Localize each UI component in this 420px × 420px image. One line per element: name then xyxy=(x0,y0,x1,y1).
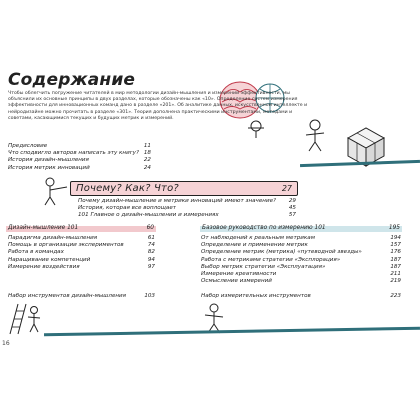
toc-row-page: 61 xyxy=(147,235,155,241)
toc-row-title: Наращивание компетенций xyxy=(8,256,91,263)
toc-row-title: Выбор метрик стратегии «Эксплуатация» xyxy=(201,263,326,270)
why-title: Почему? Как? Что? xyxy=(76,183,179,194)
toc-row-page: 187 xyxy=(390,263,401,270)
toc-row-page: 157 xyxy=(390,242,401,249)
toc-block-design-thinking xyxy=(8,235,155,271)
toc-row-title: Почему дизайн-мышление и метрики инноваций имеют значение? xyxy=(78,198,276,204)
toc-row-title: Работа с метриками стратегии «Эксплорация» xyxy=(201,256,341,263)
toc-row-page: 187 xyxy=(390,256,401,263)
toc-row[interactable] xyxy=(201,264,401,271)
toc-row[interactable] xyxy=(8,150,151,157)
toc-row-title: Помощь в организации экспериментов xyxy=(8,242,124,249)
toc-row-title: Определение и применение метрик xyxy=(201,242,308,249)
toc-section-measurement[interactable] xyxy=(200,223,402,232)
toc-row-title: От наблюдений к реальным метрикам xyxy=(201,235,315,241)
toc-row-title: История метрик инноваций xyxy=(8,164,90,171)
toc-row-page: 45 xyxy=(288,205,296,212)
toc-row-title: Измерение креативности xyxy=(201,271,277,278)
toc-row-page: 18 xyxy=(143,150,151,157)
toc-row-page: 194 xyxy=(390,235,401,241)
toc-row[interactable] xyxy=(78,212,296,219)
toc-row-title: Набор измерительных инструментов xyxy=(201,293,311,299)
toc-row-page: 103 xyxy=(144,293,155,299)
toc-row-page: 219 xyxy=(390,278,401,285)
toc-row-page: 97 xyxy=(147,263,155,270)
toc-row-page: 57 xyxy=(288,212,296,219)
toc-row[interactable] xyxy=(201,271,401,278)
why-page: 27 xyxy=(281,184,292,193)
toc-row-title: Осмысление измерений xyxy=(201,278,272,285)
toc-row[interactable] xyxy=(201,249,401,256)
toc-row-title: Набор инструментов дизайн-мышления xyxy=(8,293,127,299)
toc-row[interactable] xyxy=(78,198,296,205)
toc-row-page: 29 xyxy=(288,198,296,204)
teal-band-bottom xyxy=(44,327,420,337)
section-page: 60 xyxy=(146,225,154,231)
toc-block-intro xyxy=(8,143,151,172)
section-title: Базовое руководство по измерению 101 xyxy=(202,225,326,231)
toc-block-measurement xyxy=(201,235,401,285)
page-title: Содержание xyxy=(8,70,136,90)
toc-row-title: Определение метрик (метрика) «путеводной звезды» xyxy=(201,249,362,256)
toc-row-title: Парадигма дизайн-мышления xyxy=(8,235,98,241)
toc-row-title: Что сподвигло авторов написать эту книгу? xyxy=(8,150,139,157)
pointing-figure-icon xyxy=(40,176,70,206)
toc-row-page: 11 xyxy=(143,143,151,149)
toc-row[interactable] xyxy=(201,278,401,285)
toc-row-title: История, которая все воплощает xyxy=(78,205,177,212)
toc-row[interactable] xyxy=(8,235,155,242)
toc-row[interactable] xyxy=(8,242,155,249)
toc-row-title: Измерение воздействия xyxy=(8,263,80,270)
toc-row[interactable] xyxy=(201,242,401,249)
toc-row-page: 24 xyxy=(143,164,151,171)
page-number: 16 xyxy=(2,340,10,347)
toc-row[interactable] xyxy=(8,249,155,256)
toc-row-page: 223 xyxy=(390,293,401,299)
toc-row[interactable] xyxy=(201,235,401,242)
toc-row-page: 74 xyxy=(147,242,155,249)
toc-row-page: 82 xyxy=(147,249,155,256)
toc-row-page: 211 xyxy=(390,271,401,278)
toc-row-page: 94 xyxy=(147,256,155,263)
ladder-figure-icon xyxy=(4,300,44,336)
toc-block-why xyxy=(78,198,296,220)
toc-row-title: Работа в командах xyxy=(8,249,64,256)
toc-row[interactable] xyxy=(201,293,401,300)
toc-row-title: Предисловие xyxy=(8,143,48,149)
toc-row-title: История дизайн-мышления xyxy=(8,157,89,164)
toc-row[interactable] xyxy=(8,143,151,150)
toc-row[interactable] xyxy=(201,257,401,264)
section-page: 195 xyxy=(388,225,400,231)
toc-section-why[interactable] xyxy=(70,181,298,196)
toc-section-design-thinking[interactable] xyxy=(6,223,156,232)
toc-row[interactable] xyxy=(78,205,296,212)
toc-row-title: 101 Главное о дизайн-мышлении и измерениях xyxy=(78,212,219,219)
toc-row-page: 22 xyxy=(143,157,151,164)
toc-row[interactable] xyxy=(8,264,155,271)
section-title: Дизайн-мышление 101 xyxy=(8,225,79,231)
toc-row[interactable] xyxy=(8,165,151,172)
toc-tool-measurement xyxy=(201,293,401,300)
toc-row[interactable] xyxy=(8,157,151,164)
stick-figure-icon xyxy=(300,118,330,152)
toc-row-page: 176 xyxy=(390,249,401,256)
intro-text: Чтобы облегчить погружение читателей в мир методологии дизайн-мышления и измерений эффективности, мы объяснили их основные принципы в двух разделах, которые обозначены как «10». Определение систем измерения эффективности для инновационных команд дано в разделе «201». Об аналитике данных, искусственном интеллекте и нейродизайне можно прочитать в разделе «301». Теория дополнена практическими инструментами, методами и советами, касающимися текущих и будущих метрик и измерений. xyxy=(8,91,308,121)
toc-row[interactable] xyxy=(8,257,155,264)
